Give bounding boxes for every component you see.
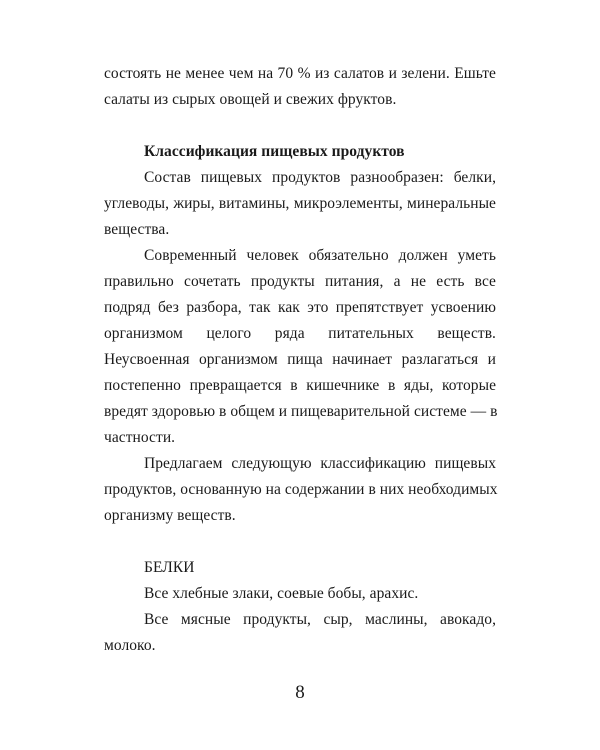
paragraph-1-line-3: вещества.: [104, 221, 170, 238]
paragraph-2-line-3: подряд без разбора, так как это препятствует усвоению: [104, 299, 496, 316]
section-heading: Классификация пищевых продуктов: [144, 143, 405, 160]
proteins-item-2-line-2: молоко.: [104, 637, 156, 654]
proteins-item-1: Все хлебные злаки, соевые бобы, арахис.: [144, 585, 419, 602]
paragraph-2-line-5: Неусвоенная организмом пища начинает разлагаться и: [104, 351, 496, 368]
paragraph-2-line-8: частности.: [104, 429, 176, 446]
paragraph-1-line-1: Состав пищевых продуктов разнообразен: белки,: [144, 169, 496, 186]
paragraph-2-line-1: Современный человек обязательно должен уметь: [144, 247, 496, 264]
paragraph-2-line-6: постепенно превращается в кишечнике в яды, которые: [104, 377, 496, 394]
paragraph-2-line-7: вредят здоровью в общем и пищеварительной системе — в: [104, 403, 498, 420]
paragraph-3-line-1: Предлагаем следующую классификацию пищевых: [144, 455, 496, 472]
proteins-section-title: БЕЛКИ: [144, 559, 195, 576]
paragraph-3-line-3: организму веществ.: [104, 507, 236, 524]
page-number: 8: [295, 682, 305, 703]
paragraph-3-line-2: продуктов, основанную на содержании в них необходимых: [104, 481, 498, 498]
paragraph-2-line-4: организмом целого ряда питательных веществ.: [104, 325, 496, 342]
paragraph-2-line-2: правильно сочетать продукты питания, а не есть все: [104, 273, 496, 290]
proteins-item-2-line-1: Все мясные продукты, сыр, маслины, авокадо,: [144, 611, 496, 628]
intro-line-2: салаты из сырых овощей и свежих фруктов.: [104, 91, 397, 108]
intro-line-1: состоять не менее чем на 70 % из салатов и зелени. Ешьте: [104, 65, 496, 82]
paragraph-1-line-2: углеводы, жиры, витамины, микроэлементы, минеральные: [104, 195, 496, 212]
